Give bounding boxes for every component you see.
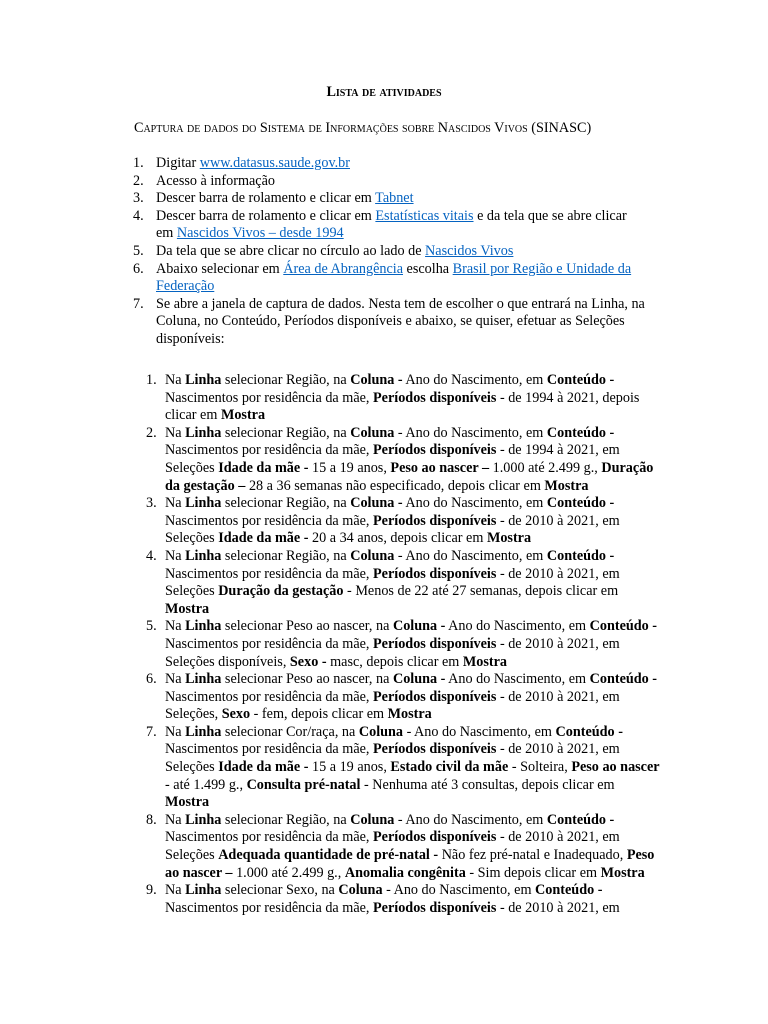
- task-keyword: Períodos disponíveis: [373, 442, 497, 459]
- task-keyword: Conteúdo -: [546, 495, 615, 512]
- task-item: [0, 671, 660, 724]
- task-keyword: Conteúdo -: [589, 671, 658, 688]
- task-text: selecionar Região, na: [221, 495, 351, 512]
- step-number: 4.: [133, 207, 144, 224]
- task-keyword: Idade da mãe -: [218, 759, 309, 776]
- step-item: [0, 190, 646, 208]
- task-keyword: Conteúdo -: [546, 424, 615, 441]
- task-text: - Nenhuma até 3 consultas, depois clicar em: [360, 776, 615, 793]
- task-text: Nascimentos por residência da mãe,: [165, 741, 374, 758]
- step-item: [0, 208, 646, 243]
- task-text: Na: [165, 723, 186, 740]
- task-text: Na: [165, 618, 186, 635]
- task-item: [0, 495, 660, 548]
- task-number: 6.: [146, 671, 157, 688]
- task-text: - Ano do Nascimento, em: [394, 547, 547, 564]
- task-keyword: Coluna -: [392, 671, 446, 688]
- task-text: - Menos de 22 até 27 semanas, depois clicar em: [343, 583, 619, 600]
- step-number: 6.: [133, 260, 144, 277]
- step-number: 3.: [133, 190, 144, 207]
- task-text: 20 a 34 anos, depois clicar em: [308, 530, 487, 547]
- task-text: Ano do Nascimento, em: [402, 372, 547, 388]
- task-keyword: Adequada quantidade de pré-natal -: [218, 847, 439, 864]
- task-text: selecionar Região, na: [221, 424, 351, 441]
- task-text: - fem, depois clicar em: [250, 706, 388, 723]
- task-text: - até 1.499 g.,: [165, 776, 247, 793]
- task-text: - de 2010 à 2021, em Seleções,: [165, 688, 620, 723]
- task-keyword: Mostra: [387, 706, 432, 723]
- task-keyword: Mostra: [165, 600, 210, 617]
- step-text: Descer barra de rolamento e clicar em: [156, 207, 376, 224]
- task-keyword: Coluna -: [350, 495, 403, 512]
- step-text: Descer barra de rolamento e clicar em: [156, 190, 376, 207]
- task-text: Ano do Nascimento, em: [445, 671, 590, 688]
- task-text: - Ano do Nascimento, em: [394, 811, 547, 828]
- task-number: 9.: [146, 882, 157, 899]
- task-keyword: Mostra: [486, 530, 532, 547]
- task-keyword: Duração da gestação: [218, 583, 344, 600]
- task-keyword: Peso ao nascer: [571, 759, 660, 776]
- task-text: - de 2010 à 2021, em Seleções disponíveis,: [165, 635, 620, 670]
- task-keyword: Consulta pré-natal: [246, 776, 361, 793]
- task-number: 8.: [146, 811, 157, 828]
- task-text: selecionar Sexo, na: [221, 882, 339, 899]
- task-keyword: Linha: [185, 882, 222, 899]
- task-keyword: Linha: [185, 547, 222, 564]
- task-text: Na: [165, 372, 186, 388]
- step-item: [0, 296, 646, 349]
- step-number: 2.: [133, 172, 144, 189]
- document-subtitle: Captura de dados do Sistema de Informações sobre Nascidos Vivos (SINASC): [134, 120, 592, 136]
- task-keyword: Conteúdo -: [555, 723, 623, 740]
- task-text: Nascimentos por residência da mãe,: [165, 899, 374, 916]
- step-text: Se abre a janela de captura de dados. Nesta tem de escolher o que entrará na Linha, na Coluna, no Conteúdo, Períodos disponíveis e abaixo, se quiser, efetuar as Seleções disponíveis:: [156, 295, 645, 347]
- task-keyword: Idade da mãe -: [218, 459, 309, 476]
- task-keyword: Períodos disponíveis: [373, 899, 497, 916]
- task-keyword: Coluna: [350, 811, 395, 828]
- step-item: [0, 173, 646, 191]
- task-text: selecionar Região, na: [221, 811, 351, 828]
- task-keyword: Conteúdo -: [535, 882, 603, 899]
- task-text: - de 2010 à 2021, em Seleções: [165, 565, 620, 600]
- task-number: 1.: [146, 372, 157, 388]
- task-text: Ano do Nascimento, em: [402, 495, 547, 512]
- task-keyword: Coluna: [350, 424, 395, 441]
- nascidos-vivos-1994-link[interactable]: Nascidos Vivos – desde 1994: [176, 225, 344, 242]
- task-keyword: Conteúdo -: [546, 547, 615, 564]
- task-keyword: Períodos disponíveis: [373, 389, 497, 406]
- step-text: Digitar: [156, 155, 200, 171]
- task-keyword: Duração da gestação –: [165, 459, 654, 494]
- datasus-link[interactable]: www.datasus.saude.gov.br: [199, 155, 350, 171]
- task-keyword: Períodos disponíveis: [373, 512, 497, 529]
- task-text: 1.000 até 2.499 g.,: [489, 459, 602, 476]
- task-text: selecionar Região, na: [221, 372, 351, 388]
- task-number: 3.: [146, 495, 157, 512]
- step-number: 5.: [133, 242, 144, 259]
- task-keyword: Linha: [185, 811, 222, 828]
- task-text: - de 1994 à 2021, depois clicar em: [165, 389, 640, 424]
- task-text: selecionar Região, na: [221, 547, 351, 564]
- step-item: [0, 155, 646, 173]
- task-keyword: Períodos disponíveis: [373, 829, 497, 846]
- task-text: Na: [165, 811, 186, 828]
- task-text: Não fez pré-natal e Inadequado,: [438, 847, 627, 864]
- task-text: 15 a 19 anos,: [308, 459, 391, 476]
- task-keyword: Mostra: [165, 794, 210, 811]
- task-item: [0, 724, 660, 812]
- brasil-regiao-link[interactable]: Brasil por Região e Unidade da Federação: [156, 260, 632, 295]
- task-keyword: Conteúdo -: [546, 372, 615, 388]
- task-text: Nascimentos por residência da mãe,: [165, 389, 374, 406]
- task-number: 5.: [146, 618, 157, 635]
- step-text: Da tela que se abre clicar no círculo ao lado de: [156, 242, 426, 259]
- step-item: [0, 243, 646, 261]
- step-text: Abaixo selecionar em: [156, 260, 284, 277]
- step-text: escolha: [403, 260, 453, 277]
- task-keyword: Períodos disponíveis: [373, 635, 497, 652]
- task-text: Nascimentos por residência da mãe,: [165, 442, 374, 459]
- task-keyword: Linha: [185, 671, 222, 688]
- task-keyword: Anomalia congênita: [344, 864, 466, 881]
- task-text: - de 2010 à 2021, em: [496, 899, 620, 916]
- task-keyword: Linha: [185, 495, 222, 512]
- task-text: - de 2010 à 2021, em Seleções: [165, 741, 620, 776]
- task-text: Ano do Nascimento, em: [445, 618, 590, 635]
- task-keyword: Períodos disponíveis: [373, 565, 497, 582]
- task-keyword: Linha: [185, 424, 222, 441]
- task-keyword: Períodos disponíveis: [373, 688, 497, 705]
- task-keyword: Peso ao nascer –: [165, 847, 655, 881]
- task-keyword: Mostra: [462, 653, 508, 670]
- task-text: Na: [165, 495, 186, 512]
- task-item: [0, 882, 660, 917]
- task-text: selecionar Cor/raça, na: [221, 723, 359, 740]
- steps-list: [0, 155, 768, 349]
- task-item: [0, 548, 660, 618]
- task-number: 2.: [146, 424, 157, 441]
- task-text: - Sim depois clicar em: [465, 864, 601, 881]
- task-keyword: Mostra: [600, 864, 645, 881]
- task-keyword: Mostra: [220, 407, 266, 424]
- step-number: 1.: [133, 155, 144, 171]
- task-text: - de 2010 à 2021, em Seleções: [165, 512, 620, 547]
- task-number: 7.: [146, 723, 157, 740]
- task-text: Na: [165, 424, 186, 441]
- task-keyword: Conteúdo -: [546, 811, 615, 828]
- task-number: 4.: [146, 547, 157, 564]
- task-keyword: Mostra: [544, 477, 589, 494]
- task-item: [0, 372, 660, 425]
- task-text: selecionar Peso ao nascer, na: [221, 618, 393, 635]
- task-text: - de 2010 à 2021, em Seleções: [165, 829, 620, 864]
- task-keyword: Períodos disponíveis: [373, 741, 497, 758]
- step-text: Acesso à informação: [156, 172, 275, 189]
- task-keyword: Coluna: [358, 723, 404, 740]
- area-abrangencia-link[interactable]: Área de Abrangência: [283, 260, 403, 277]
- task-keyword: Linha: [185, 618, 222, 635]
- step-text: e da tela que se abre clicar em: [156, 207, 627, 242]
- task-text: Na: [165, 547, 186, 564]
- task-text: Na: [165, 882, 186, 899]
- task-keyword: Linha: [185, 372, 222, 388]
- task-keyword: Idade da mãe -: [218, 530, 309, 547]
- task-item: [0, 425, 660, 495]
- nascidos-vivos-link[interactable]: Nascidos Vivos: [425, 242, 514, 259]
- task-text: - Ano do Nascimento, em: [394, 424, 547, 441]
- task-keyword: Conteúdo -: [589, 618, 658, 635]
- task-keyword: Estado civil da mãe: [390, 759, 509, 776]
- task-text: Nascimentos por residência da mãe,: [165, 512, 374, 529]
- step-item: [0, 261, 646, 296]
- task-keyword: Coluna -: [392, 618, 446, 635]
- task-text: - Ano do Nascimento, em: [382, 882, 536, 899]
- task-text: selecionar Peso ao nascer, na: [221, 671, 393, 688]
- task-text: - Solteira,: [508, 759, 572, 776]
- task-keyword: Coluna: [350, 547, 395, 564]
- task-item: [0, 812, 660, 882]
- tabnet-link[interactable]: Tabnet: [375, 190, 414, 207]
- task-keyword: Coluna -: [350, 372, 403, 388]
- task-keyword: Linha: [185, 723, 222, 740]
- task-item: [0, 618, 660, 671]
- estatisticas-vitais-link[interactable]: Estatísticas vitais: [375, 207, 474, 224]
- task-text: Nascimentos por residência da mãe,: [165, 688, 374, 705]
- step-number: 7.: [133, 295, 144, 312]
- task-text: 1.000 até 2.499 g.,: [232, 864, 345, 881]
- task-keyword: Coluna: [338, 882, 383, 899]
- task-text: 28 a 36 semanas não especificado, depois clicar em: [245, 477, 545, 494]
- task-text: Na: [165, 671, 186, 688]
- task-text: 15 a 19 anos,: [308, 759, 391, 776]
- task-text: masc, depois clicar em: [326, 653, 463, 670]
- document-title: Lista de atividades: [326, 84, 442, 100]
- task-keyword: Peso ao nascer –: [390, 459, 490, 476]
- task-text: Nascimentos por residência da mãe,: [165, 635, 374, 652]
- task-keyword: Sexo -: [289, 653, 327, 670]
- task-keyword: Sexo: [221, 706, 251, 723]
- task-text: - Ano do Nascimento, em: [403, 723, 556, 740]
- task-text: Nascimentos por residência da mãe,: [165, 829, 374, 846]
- task-text: Nascimentos por residência da mãe,: [165, 565, 374, 582]
- task-text: - de 1994 à 2021, em Seleções: [165, 442, 620, 476]
- tasks-list: [0, 372, 768, 917]
